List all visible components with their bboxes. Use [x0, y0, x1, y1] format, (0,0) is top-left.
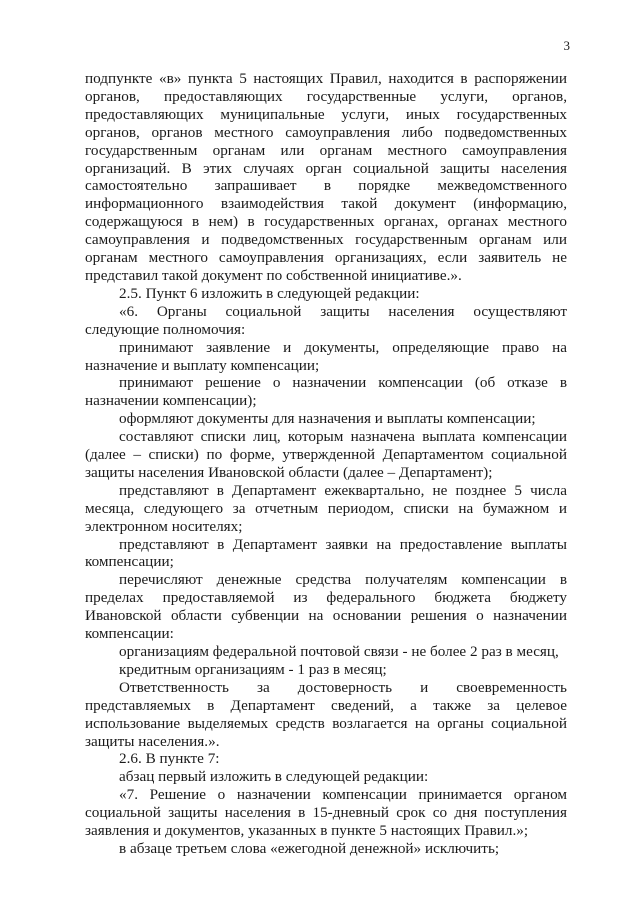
paragraph: организациям федеральной почтовой связи - не более 2 раз в месяц, — [119, 643, 559, 660]
paragraph: 2.6. В пункте 7: — [119, 750, 220, 768]
paragraph: в абзаце третьем слова «ежегодной денежной» исключить; — [119, 839, 500, 857]
paragraph: подпункте «в» пункта 5 настоящих Правил, находится в распоряжении органов, предоставляющих государственные услуги, органов, предоставляющих муниципальные услуги, иных государственных органов, органов местного самоуправления либо подведомственных государственным органам или органам местного самоуправления организаций. В этих случаях орган социальной защиты населения самостоятельно запрашивает в порядке межведомственного информационного взаимодействия такой документ (информацию, содержащуюся в нем) в государственных органах, органах местного самоуправления и подведомственных государственным органам или органам местного самоуправления организациях, если заявитель не представил такой документ по собственной инициативе.». — [85, 70, 567, 284]
paragraph: оформляют документы для назначения и выплаты компенсации; — [119, 410, 536, 428]
paragraph: 2.5. Пункт 6 изложить в следующей редакции: — [119, 284, 420, 302]
page-number: 3 — [563, 38, 570, 53]
paragraph: абзац первый изложить в следующей редакции: — [119, 768, 429, 786]
paragraph: кредитным организациям - 1 раз в месяц; — [119, 660, 387, 678]
paragraph: перечисляют денежные средства получателям компенсации в пределах предоставляемой из федерального бюджета бюджету Ивановской области субвенции на основании решения о назначении компенсации: — [85, 571, 567, 643]
paragraph: представляют в Департамент ежеквартально, не позднее 5 числа месяца, следующего за отчетным периодом, списки на бумажном и электронном носителях; — [85, 481, 567, 535]
paragraph: «7. Решение о назначении компенсации принимается органом социальной защиты населения в 15-дневный срок со дня поступления заявления и документов, указанных в пункте 5 настоящих Правил.»; — [85, 786, 567, 840]
paragraph: принимают решение о назначении компенсации (об отказе в назначении компенсации); — [85, 374, 567, 410]
paragraph: представляют в Департамент заявки на предоставление выплаты компенсации; — [85, 535, 567, 571]
paragraph: принимают заявление и документы, определяющие право на назначение и выплату компенсации; — [85, 338, 567, 374]
paragraph: составляют списки лиц, которым назначена выплата компенсации (далее – списки) по форме, утвержденной Департаментом социальной защиты населения Ивановской области (далее – Департамент); — [85, 428, 567, 481]
paragraph: Ответственность за достоверность и своевременность представляемых в Департамент сведений, а также за целевое использование выделяемых средств возлагается на органы социальной защиты населения.». — [85, 678, 567, 750]
document-body — [85, 70, 567, 858]
paragraph: «6. Органы социальной защиты населения осуществляют следующие полномочия: — [85, 302, 567, 338]
